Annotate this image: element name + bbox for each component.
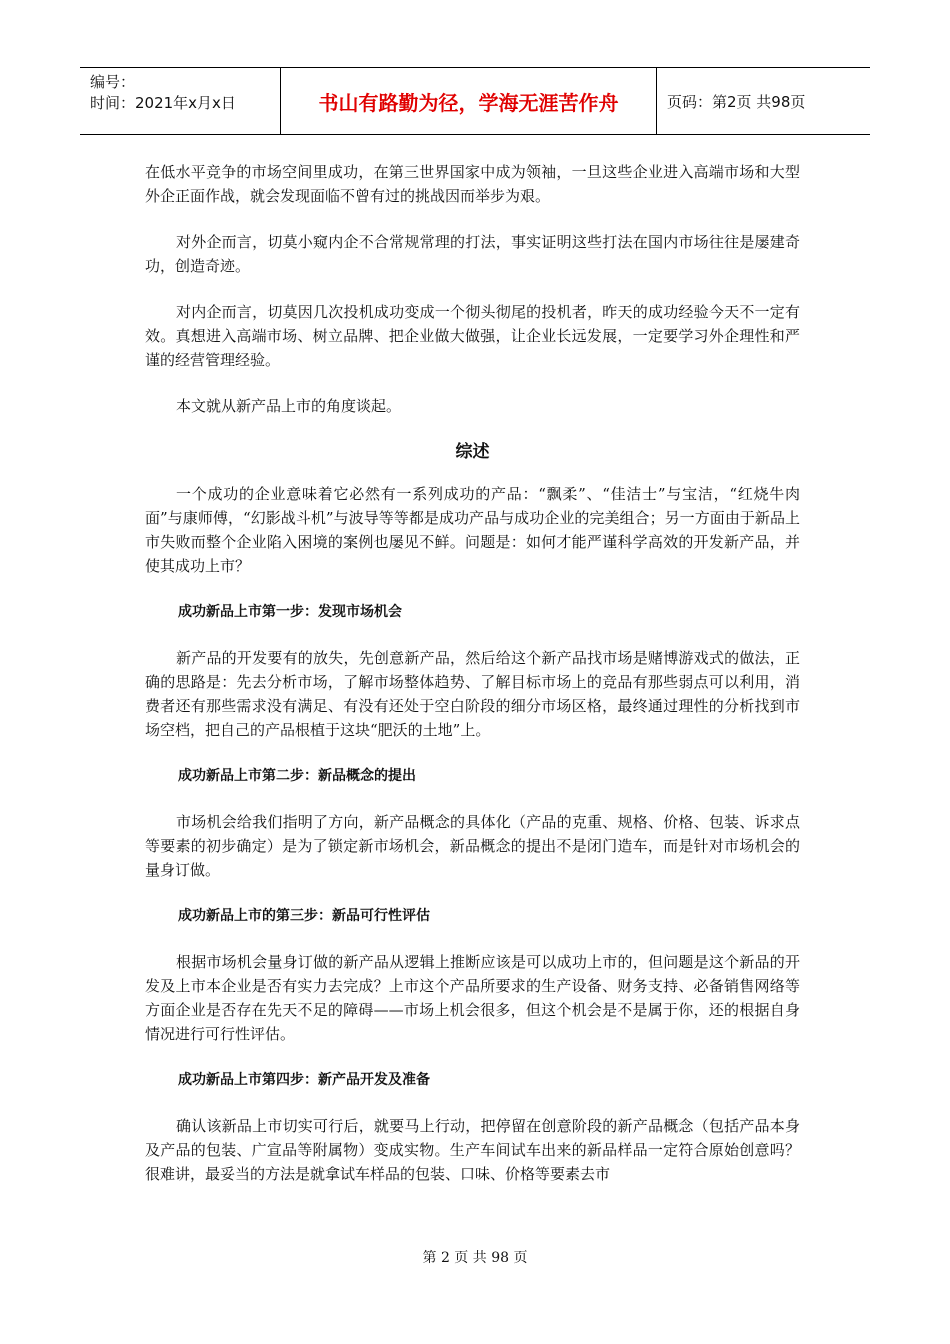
step-heading: 成功新品上市第四步：新产品开发及准备 bbox=[178, 1072, 430, 1088]
step-paragraph: 新产品的开发要有的放失，先创意新产品，然后给这个新产品找市场是赌博游戏式的做法，正确的思路是：先去分析市场，了解市场整体趋势、了解目标市场上的竞品有那些弱点可以利用，消费者还有那些需求没有满足、有没有还处于空白阶段的细分市场区格，最终通过理性的分析找到市场空档，把自己的产品根植于这块“肥沃的土地”上。 bbox=[145, 649, 800, 739]
header-page-number: 页码：第2页 共98页 bbox=[667, 92, 806, 111]
paragraph: 在低水平竞争的市场空间里成功，在第三世界国家中成为领袖，一旦这些企业进入高端市场和大型外企正面作战，就会发现面临不曾有过的挑战因而举步为艰。 bbox=[145, 163, 800, 205]
step-paragraph: 市场机会给我们指明了方向，新产品概念的具体化（产品的克重、规格、价格、包装、诉求点等要素的初步确定）是为了锁定新市场机会，新品概念的提出不是闭门造车，而是针对市场机会的量身订做。 bbox=[145, 813, 800, 879]
summary-paragraph: 一个成功的企业意味着它必然有一系列成功的产品：“飘柔”、“佳洁士”与宝洁，“红烧牛肉面”与康师傅，“幻影战斗机”与波导等等都是成功产品与成功企业的完美组合；另一方面由于新品上市失败而整个企业陷入困境的案例也屡见不鲜。问题是：如何才能严谨科学高效的开发新产品，并使其成功上市？ bbox=[145, 485, 800, 575]
step-paragraph: 确认该新品上市切实可行后，就要马上行动，把停留在创意阶段的新产品概念（包括产品本身及产品的包装、广宣品等附属物）变成实物。生产车间试车出来的新品样品一定符合原始创意吗？很难讲，最妥当的方法是就拿试车样品的包装、口味、价格等要素去市 bbox=[145, 1117, 800, 1183]
step-heading: 成功新品上市第二步：新品概念的提出 bbox=[178, 768, 416, 784]
document-date-label: 时间：2021年x月x日 bbox=[90, 94, 236, 112]
page-header bbox=[80, 67, 870, 135]
header-meta bbox=[80, 68, 281, 134]
step-heading: 成功新品上市的第三步：新品可行性评估 bbox=[178, 908, 430, 924]
paragraph: 本文就从新产品上市的角度谈起。 bbox=[176, 397, 402, 415]
page-footer: 第 2 页 共 98 页 bbox=[422, 1250, 528, 1266]
step-paragraph: 根据市场机会量身订做的新产品从逻辑上推断应该是可以成功上市的，但问题是这个新品的开发及上市本企业是否有实力去完成？上市这个产品所要求的生产设备、财务支持、必备销售网络等方面企业是否存在先天不足的障碍——市场上机会很多，但这个机会是不是属于你，还的根据自身情况进行可行性评估。 bbox=[145, 953, 800, 1043]
document-body bbox=[145, 160, 800, 1208]
section-title: 综述 bbox=[455, 442, 490, 462]
paragraph: 对内企而言，切莫因几次投机成功变成一个彻头彻尾的投机者，昨天的成功经验今天不一定有效。真想进入高端市场、树立品牌、把企业做大做强，让企业长远发展，一定要学习外企理性和严谨的经营管理经验。 bbox=[145, 303, 800, 369]
header-motto: 书山有路勤为径，学海无涯苦作舟 bbox=[281, 68, 657, 134]
paragraph: 对外企而言，切莫小窥内企不合常规常理的打法，事实证明这些打法在国内市场往往是屡建奇功，创造奇迹。 bbox=[145, 233, 800, 275]
step-heading: 成功新品上市第一步：发现市场机会 bbox=[178, 604, 402, 620]
document-number-label: 编号： bbox=[90, 73, 136, 91]
